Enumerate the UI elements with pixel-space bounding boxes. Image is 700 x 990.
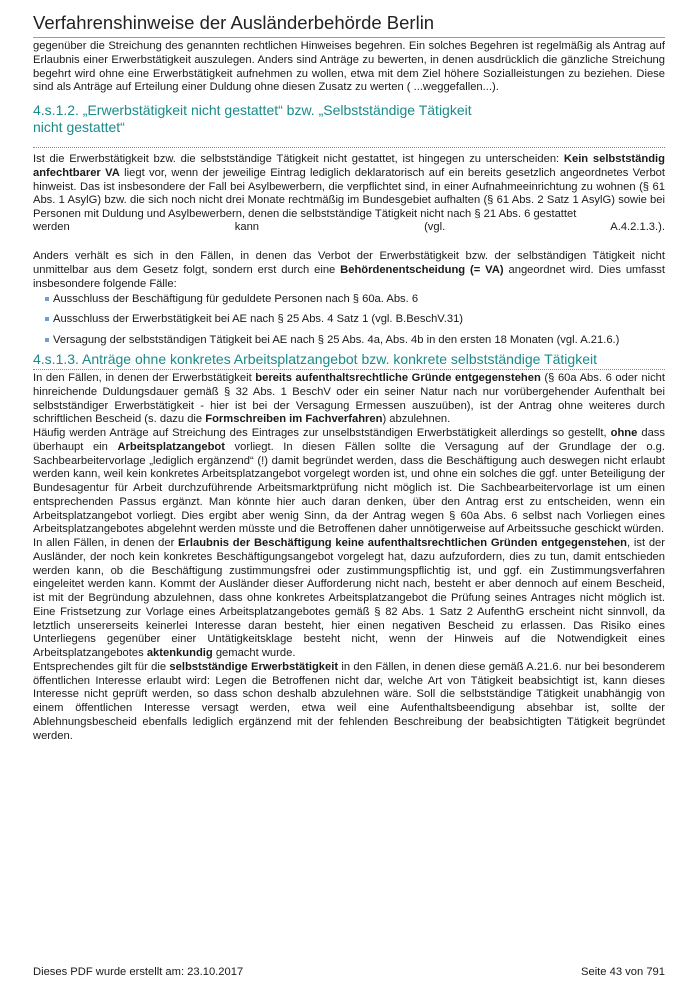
bold-behoerdenentscheidung: Behördenentscheidung (= VA): [340, 263, 504, 276]
heading-line-1: 4.s.1.2. „Erwerbstätigkeit nicht gestattet“ bzw. „Selbstständige Tätigkeit: [33, 102, 472, 118]
case-list: [45, 293, 665, 354]
section-body-4s13: [33, 372, 665, 743]
title-rule: [33, 37, 665, 38]
document-title: Verfahrenshinweise der Ausländerbehörde Berlin: [33, 12, 435, 33]
heading-line-2: nicht gestattet“: [33, 119, 125, 135]
paragraph-ohne-arbeitsplatzangebot: Häufig werden Anträge auf Streichung des Eintrages zur unselbstständigen Erwerbstätigkeit allerdings so gestellt, ohne dass überhaupt ein Arbeitsplatzangebot vorliegt. In diesen Fällen sollte die Versagung auf der Grundlage der o.g. Sachbearbeitervorlage „lediglich ergänzend“ (!) damit begründet werden, dass die Beschäftigung auch deswegen nicht erlaubt werden kann, weil kein konkretes Arbeitsplatzangebot vorgelegt worden ist, und ohne ein solches die ggf. unter Beteiligung der Bundesagentur für Arbeit durchzuführende Arbeitsmarktprüfung nicht möglich ist. Die Sachbearbeitervorlage ist um einen entsprechenden Passus ergänzt. Man könnte hier auch daran denken, über den Antrag erst zu entscheiden, wenn ein Arbeitsplatzangebot vorliegt. Dies ergibt aber wenig Sinn, da der Antrag wegen § 60a Abs. 6 selbst nach Vorliegen eines Arbeitsplatzangebotes abgelehnt werden müsste und die Betroffenen daher unnötigerweise auf Arbeitssuche geschickt würden.: [33, 427, 665, 536]
paragraph-selbststaendige-erwerbstaetigkeit: Entsprechendes gilt für die selbstständige Erwerbstätigkeit in den Fällen, in denen diese gemäß A.21.6. nur bei besonderem öffentlichen Interesse erlaubt wird: Legen die Betroffenen nicht dar, welche Art von Tätigkeit beabsichtigt ist, kann dieses Interesse nicht geprüft werden, so dass schon deshalb abzulehnen wäre. Soll die selbstständige Tätigkeit unabhängig von einem öffentlichen Interesse versagt werden, etwa weil eine Aufenthaltsbeendigung absehbar ist, sollte der Ablehnungsbescheid ebenfalls lediglich ergänzend mit der fehlenden Beschreibung der beabsichtigten Tätigkeit begründet werden.: [33, 660, 665, 742]
bullet-square-icon: [45, 338, 49, 342]
paragraph-kein-va: Ist die Erwerbstätigkeit bzw. die selbstständige Tätigkeit nicht gestattet, ist hingegen zu unterscheiden: Kein selbstständig anfechtbarer VA liegt vor, wenn der jeweilige Eintrag lediglich deklaratorisch auf ein bereits gesetzlich angeordnetes Verbot hinweist. Das ist insbesondere der Fall bei Asylbewerbern, die verpflichtet sind, in einer Aufnahmeeinrichtung zu wohnen (§ 61 Abs. 1 AsylG) bzw. die sich noch nicht drei Monate rechtmäßig im Bundesgebiet aufhalten (§ 61 Abs. 2 Satz 1 AsylG) sowie bei Personen mit Duldung und Asylbewerbern, denen die selbstständige Tätigkeit nicht nach § 21 Abs. 6 gestattet: [33, 153, 665, 220]
list-item: Versagung der selbstständigen Tätigkeit bei AE nach § 25 Abs. 4a, Abs. 4b in den ersten 18 Monaten (vgl. A.21.6.): [45, 334, 665, 348]
document-page: [33, 0, 665, 990]
section-heading-4s12: [33, 102, 472, 136]
footer-created-date: Dieses PDF wurde erstellt am: 23.10.2017: [33, 966, 244, 978]
paragraph-behoerdenentscheidung: Anders verhält es sich in den Fällen, in denen das Verbot der Erwerbstätigkeit bzw. der selbständigen Tätigkeit nicht unmittelbar aus dem Gesetz folgt, sondern erst durch eine Behördenentscheidung (= VA) angeordnet wird. Dies umfasst insbesondere folgende Fälle:: [33, 250, 665, 290]
list-item: Ausschluss der Erwerbstätigkeit bei AE nach § 25 Abs. 4 Satz 1 (vgl. B.BeschV.31): [45, 313, 665, 327]
bullet-square-icon: [45, 317, 49, 321]
section-rule-2: [33, 369, 665, 370]
section-heading-4s13: 4.s.1.3. Anträge ohne konkretes Arbeitsplatzangebot bzw. konkrete selbstständige Tätigkeit: [33, 351, 597, 367]
paragraph-kein-va-last-line: werden kann (vgl. A.4.2.1.3.).: [33, 221, 665, 233]
paragraph-intro: gegenüber die Streichung des genannten rechtlichen Hinweises begehren. Ein solches Begehren ist regelmäßig als Antrag auf Erlaubnis einer Erwerbstätigkeit auszulegen. Anders sind Anträge zu bewerten, in denen ausdrücklich die gänzliche Streichung begehrt wird ohne eine Erwerbstätigkeit aufnehmen zu wollen, etwa mit dem Ziel höhere Sozialleistungen zu beziehen. Diese sind als Anträge auf Erteilung einer Duldung ohne diesen Zusatz zu werten ( ...weggefallen...).: [33, 40, 665, 94]
bold-kein-va: Kein selbstständig anfechtbarer VA: [33, 153, 665, 179]
bullet-square-icon: [45, 297, 49, 301]
footer-page-number: Seite 43 von 791: [581, 966, 665, 978]
list-item: Ausschluss der Beschäftigung für geduldete Personen nach § 60a. Abs. 6: [45, 293, 665, 307]
paragraph-aufenthaltsrechtliche-gruende: In den Fällen, in denen der Erwerbstätigkeit bereits aufenthaltsrechtliche Gründe entgegenstehen (§ 60a Abs. 6 oder nicht hinreichende Duldungsdauer gemäß § 32 Abs. 1 BeschV oder ein seiner Natur nach nur vorübergehender Aufenthalt bei selbstständiger Erwerbstätigkeit - hier ist bei der Versagung Ermessen auszuüben), ist der Antrag ohne weiteres durch schriftlichen Bescheid (s. dazu die Formschreiben im Fachverfahren) abzulehnen.: [33, 372, 665, 426]
paragraph-keine-gruende: In allen Fällen, in denen der Erlaubnis der Beschäftigung keine aufenthaltsrechtlichen Gründen entgegenstehen, ist der Ausländer, der noch kein konkretes Beschäftigungsangebot vorgelegt hat, dazu aufzufordern, dies zu tun, damit entschieden werden kann, ob die Beschäftigung zustimmungsfrei oder zustimmungspflichtig ist, und ggf. ein Zustimmungsverfahren eingeleitet werden kann. Kommt der Ausländer dieser Aufforderung nicht nach, besteht er aber dennoch auf einem Bescheid, ist mit der Begründung abzulehnen, dass ohne konkretes Arbeitsplatzangebot die Prüfung seines Antrages nicht möglich ist. Eine Fristsetzung zur Vorlage eines Arbeitsplatzangebotes gemäß § 82 Abs. 1 Satz 2 AufenthG erscheint nicht sinnvoll, da letztlich unsererseits keinerlei Interesse daran besteht, hier einen negativen Bescheid zu erlassen. Das Risiko eines Unterliegens gegenüber einer Untätigkeitsklage besteht nicht, wenn der Hinweis auf die Notwendigkeit eines Arbeitsplatzangebotes aktenkundig gemacht wurde.: [33, 537, 665, 659]
section-rule-1: [33, 147, 665, 148]
